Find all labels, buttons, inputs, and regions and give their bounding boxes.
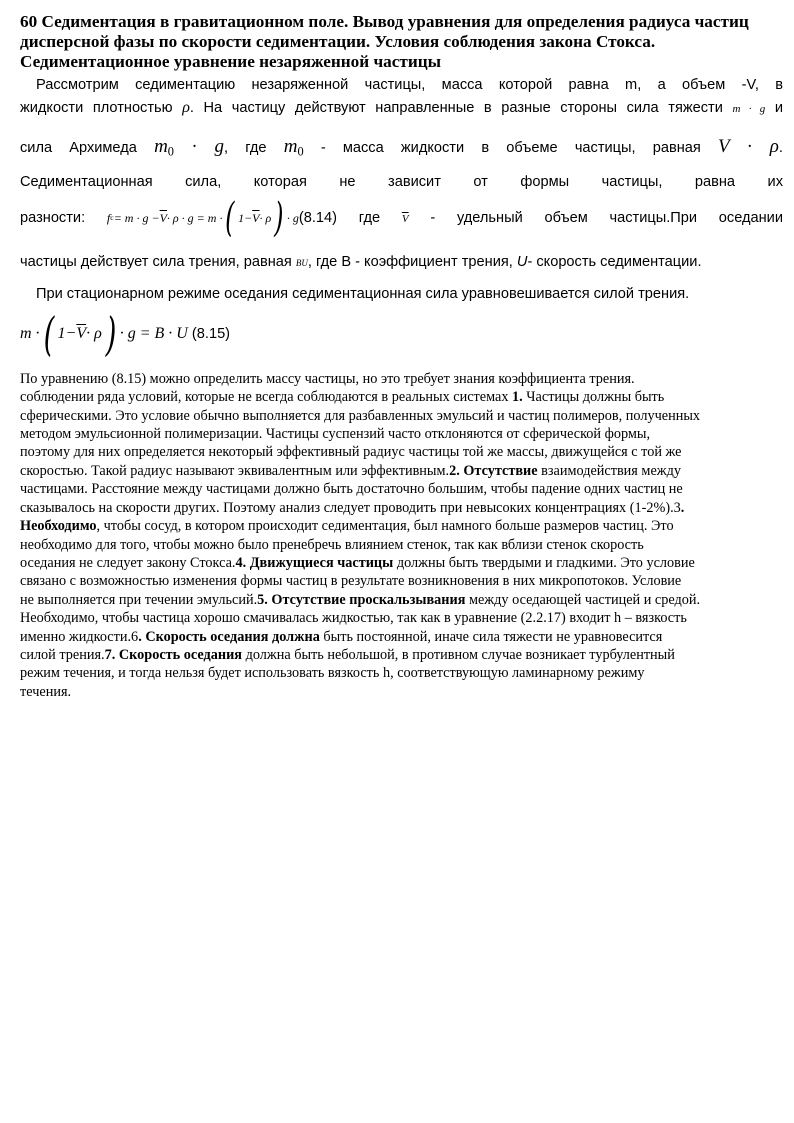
rho-symbol: ρ [182,99,190,116]
intro-section [20,74,783,360]
intro-line-2: жидкости плотностью ρ. На частицу действуют направленные в разные стороны сила тяжести m · g и [20,99,783,116]
intro-line-5: разности: f c = m · g − $\overline{V}$ · ρ · g = m · ( 1− $\overline{V}$ · ρ ) · g (8.14) где $\overline{V}$ - удельный объем частицы.При оседании [20,192,783,245]
equation-8-14: f c = m · g − $\overline{V}$ · ρ · g = m · ( 1− $\overline{V}$ · ρ ) · g [106,194,299,241]
document-page [20,12,783,701]
equation-8-15: m · ( 1− $\overline{V}$ · ρ ) · g = B · U [20,306,188,361]
equation-8-15-label: (8.15) [191,325,231,342]
document-title [20,12,783,72]
vbar-symbol: $\overline{V}$ [401,212,409,225]
intro-line-4: Седиментационная сила, которая не зависит от формы частицы, равна их [20,173,783,190]
intro-line-6: частицы действует сила трения, равная BU, где B - коэффициент трения, U- скорость седиментации. [20,253,702,270]
m0-symbol: $m_0$ [283,136,304,159]
intro-line-3: сила Архимеда $m_0 \cdot g$, где $m_0$ - масса жидкости в объеме частицы, равная V · ρ. [20,136,783,159]
equation-8-15-line [20,308,783,360]
intro-line-1: Рассмотрим седиментацию незаряженной частицы, масса которой равна m, а объем -V, в [36,77,783,93]
m0g-formula: $m_0 \cdot g$ [154,136,224,159]
title-line-3: Седиментационное уравнение незаряженной частицы [20,52,442,71]
bu-symbol: BU [295,257,308,268]
title-line-2: дисперсной фазы по скорости седиментации. Условия соблюдения закона Стокса. [20,32,656,51]
intro-line-7: При стационарном режиме оседания седиментационная сила уравновешивается силой трения. [36,285,690,302]
title-line-1: 60 Седиментация в гравитационном поле. Вывод уравнения для определения радиуса частиц [20,12,749,31]
body-text: По уравнению (8.15) можно определить массу частицы, но это требует знания коэффициента трения. соблюдении ряда условий, которые не всегда соблюдаются в реальных системах 1. Частицы должны быть сферическими. Это условие обычно выполняется для разбавленных эмульсий и частиц полимеров, полученных методом эмульсионной полимеризации. Частицы суспензий часто отклоняются от сферической формы, поэтому для них определяется некоторый эффективный радиус частицы той же массы, движущейся с той же скоростью. Такой радиус называют эквивалентным или эффективным.2. Отсутствие взаимодействия между частицами. Расстояние между частицами должно быть достаточно большим, чтобы падение одних частиц не сказывалось на скорости других. Поэтому анализ следует проводить при невысоких концентрациях (1-2%).3. Необходимо, чтобы сосуд, в котором происходит седиментация, был намного больше размеров частиц. Это необходимо для того, чтобы можно было пренебречь влиянием стенок, так как вблизи стенок скорость оседания не следует закону Стокса.4. Движущиеся частицы должны быть твердыми и гладкими. Это условие связано с возможностью изменения формы частиц в результате возникновения в них микропотоков. Условие не выполняется при течении эмульсий.5. Отсутствие проскальзывания между оседающей частицей и средой. Необходимо, чтобы частица хорошо смачивалась жидкостью, так как в уравнение (2.2.17) входит h – вязкость именно жидкости.6. Скорость оседания должна быть постоянной, иначе сила тяжести не уравновесится силой трения.7. Скорость оседания должна быть небольшой, в противном случае возникает турбулентный режим течения, и тогда нельзя будет использовать вязкость h, соответствующую ламинарному режиму течения. [20,370,701,700]
mg-formula: m · g [732,103,766,115]
vrho-formula: V · ρ [718,136,779,157]
